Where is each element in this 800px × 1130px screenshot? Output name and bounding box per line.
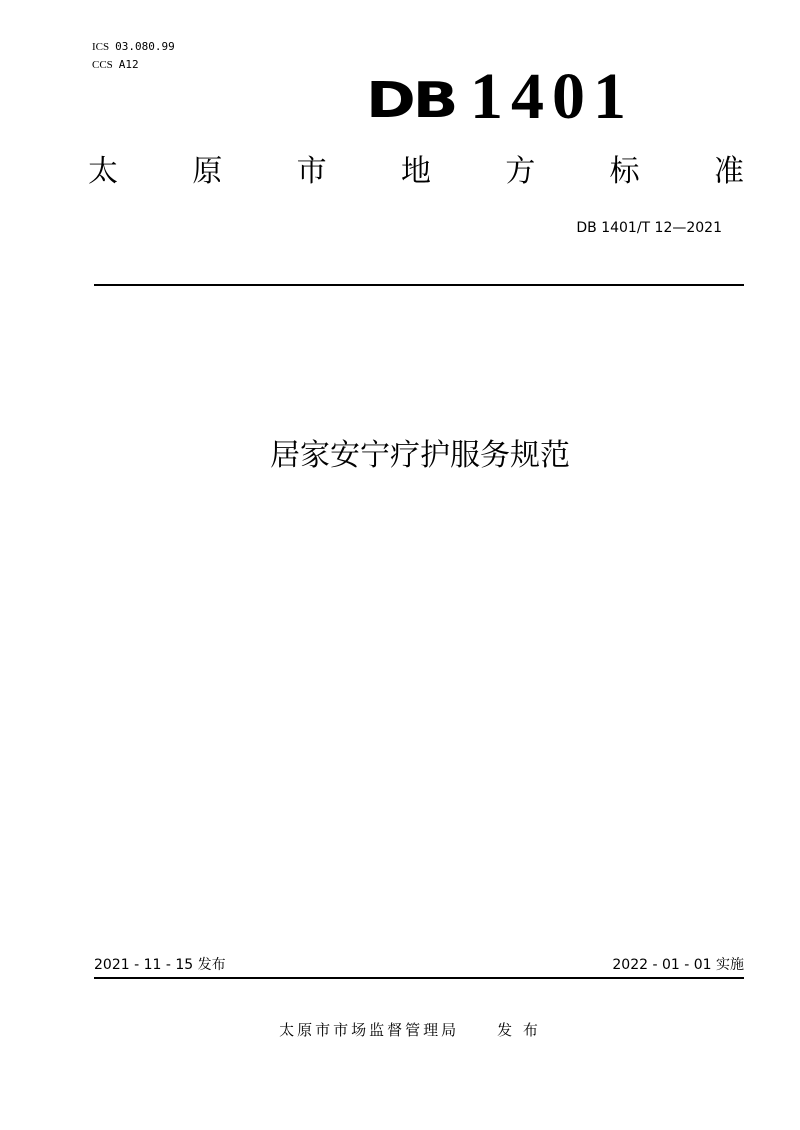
standard-code: DB 1401/T 12—2021: [576, 220, 722, 236]
document-title: 居家安宁疗护服务规范: [270, 438, 570, 473]
standard-title-char: 地: [400, 154, 431, 189]
standard-title-char: 原: [192, 154, 223, 189]
issue-date: 2021 - 11 - 15 发布: [94, 957, 226, 973]
implementation-date: 2022 - 01 - 01 实施: [612, 957, 744, 973]
logo-number: 1401: [470, 60, 634, 133]
ccs-label: CCS: [92, 59, 113, 71]
footer-divider: [94, 977, 744, 979]
publisher-line: [0, 1020, 800, 1040]
logo-db-mark: DB: [366, 71, 456, 130]
standard-title-char: 太: [88, 154, 118, 189]
ics-classification: [92, 40, 175, 54]
standard-type-title: [88, 152, 744, 192]
ccs-classification: [92, 58, 139, 72]
standard-title-char: 准: [713, 154, 744, 189]
ics-label: ICS: [92, 41, 110, 53]
publish-action: 发 布: [497, 1021, 541, 1039]
standard-title-char: 标: [609, 154, 640, 189]
publisher-name: 太原市市场监督管理局: [279, 1021, 460, 1039]
standard-title-char: 市: [296, 154, 327, 189]
header-divider: [94, 284, 744, 286]
ccs-code: A12: [118, 58, 139, 71]
ics-code: 03.080.99: [115, 40, 175, 53]
standard-title-char: 方: [505, 154, 536, 189]
standard-logo: [366, 60, 676, 133]
